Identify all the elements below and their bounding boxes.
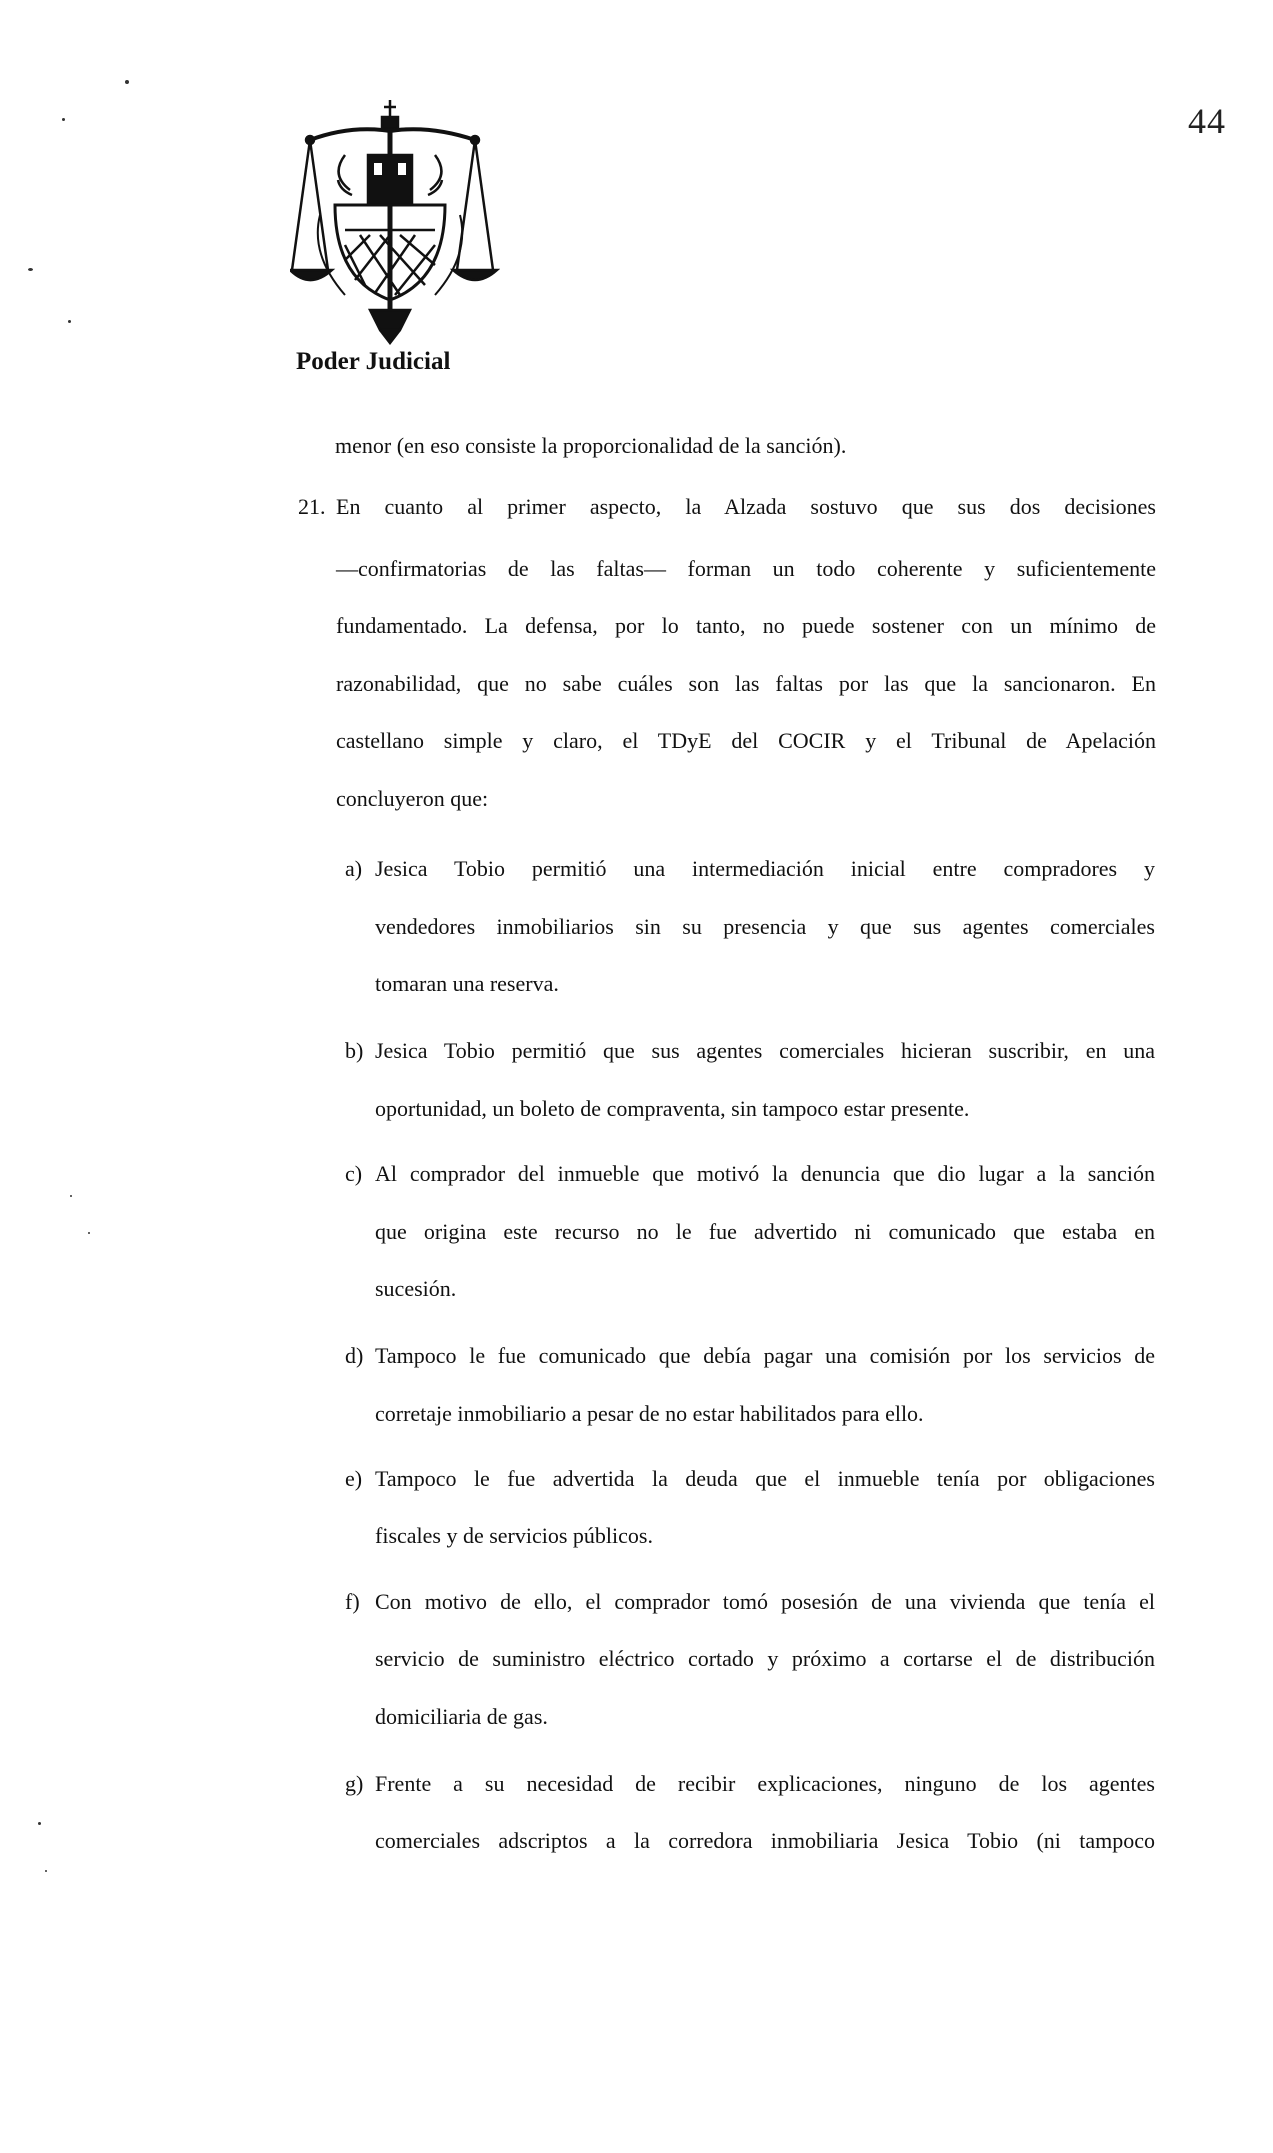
paragraph-line: razonabilidad, que no sabe cuáles son las faltas por las que la sancionaron. En (336, 671, 1156, 696)
scan-speck (68, 320, 71, 323)
scan-speck (88, 1232, 90, 1234)
page-number: 44 (1188, 101, 1226, 141)
list-item-line: comerciales adscriptos a la corredora inmobiliaria Jesica Tobio (ni tampoco (375, 1828, 1155, 1853)
scan-speck (45, 1870, 47, 1872)
list-item-line: que origina este recurso no le fue advertido ni comunicado que estaba en (375, 1219, 1155, 1244)
list-item-letter: e) (345, 1466, 363, 1491)
list-item-letter: a) (345, 856, 363, 881)
scan-speck (70, 1195, 72, 1197)
scales-of-justice-coat-of-arms-icon (290, 95, 500, 345)
paragraph-line: —confirmatorias de las faltas— forman un todo coherente y suficientemente (336, 556, 1156, 581)
list-item-line: sucesión. (375, 1276, 457, 1301)
list-item-line: Jesica Tobio permitió una intermediación inicial entre compradores y (375, 856, 1155, 881)
list-item-line: Tampoco le fue advertida la deuda que el inmueble tenía por obligaciones (375, 1466, 1155, 1491)
list-item-letter: d) (345, 1343, 364, 1368)
continuation-line: menor (en eso consiste la proporcionalidad de la sanción). (335, 433, 847, 458)
list-item-line: tomaran una reserva. (375, 971, 559, 996)
paragraph-number: 21. (298, 494, 326, 519)
scan-speck (28, 268, 33, 271)
list-item-line: Tampoco le fue comunicado que debía pagar una comisión por los servicios de (375, 1343, 1155, 1368)
paragraph-line: castellano simple y claro, el TDyE del COCIR y el Tribunal de Apelación (336, 728, 1156, 753)
list-item-line: servicio de suministro eléctrico cortado y próximo a cortarse el de distribución (375, 1646, 1155, 1671)
paragraph-line: En cuanto al primer aspecto, la Alzada sostuvo que sus dos decisiones (336, 494, 1156, 519)
list-item-letter: f) (345, 1589, 360, 1614)
scan-speck (62, 118, 65, 121)
list-item-line: Jesica Tobio permitió que sus agentes comerciales hicieran suscribir, en una (375, 1038, 1155, 1063)
list-item-line: oportunidad, un boleto de compraventa, sin tampoco estar presente. (375, 1096, 970, 1121)
list-item-line: corretaje inmobiliario a pesar de no estar habilitados para ello. (375, 1401, 924, 1426)
list-item-letter: g) (345, 1771, 364, 1796)
organization-name: Poder Judicial (296, 348, 451, 375)
paragraph-line: concluyeron que: (336, 786, 489, 811)
list-item-line: Al comprador del inmueble que motivó la denuncia que dio lugar a la sanción (375, 1161, 1155, 1186)
paragraph-line: fundamentado. La defensa, por lo tanto, no puede sostener con un mínimo de (336, 613, 1156, 638)
list-item-letter: b) (345, 1038, 364, 1063)
scan-speck (125, 80, 129, 84)
list-item-line: domiciliaria de gas. (375, 1704, 548, 1729)
list-item-line: Frente a su necesidad de recibir explicaciones, ninguno de los agentes (375, 1771, 1155, 1796)
scan-speck (38, 1822, 41, 1825)
list-item-letter: c) (345, 1161, 363, 1186)
list-item-line: fiscales y de servicios públicos. (375, 1523, 653, 1548)
list-item-line: vendedores inmobiliarios sin su presencia y que sus agentes comerciales (375, 914, 1155, 939)
list-item-line: Con motivo de ello, el comprador tomó posesión de una vivienda que tenía el (375, 1589, 1155, 1614)
